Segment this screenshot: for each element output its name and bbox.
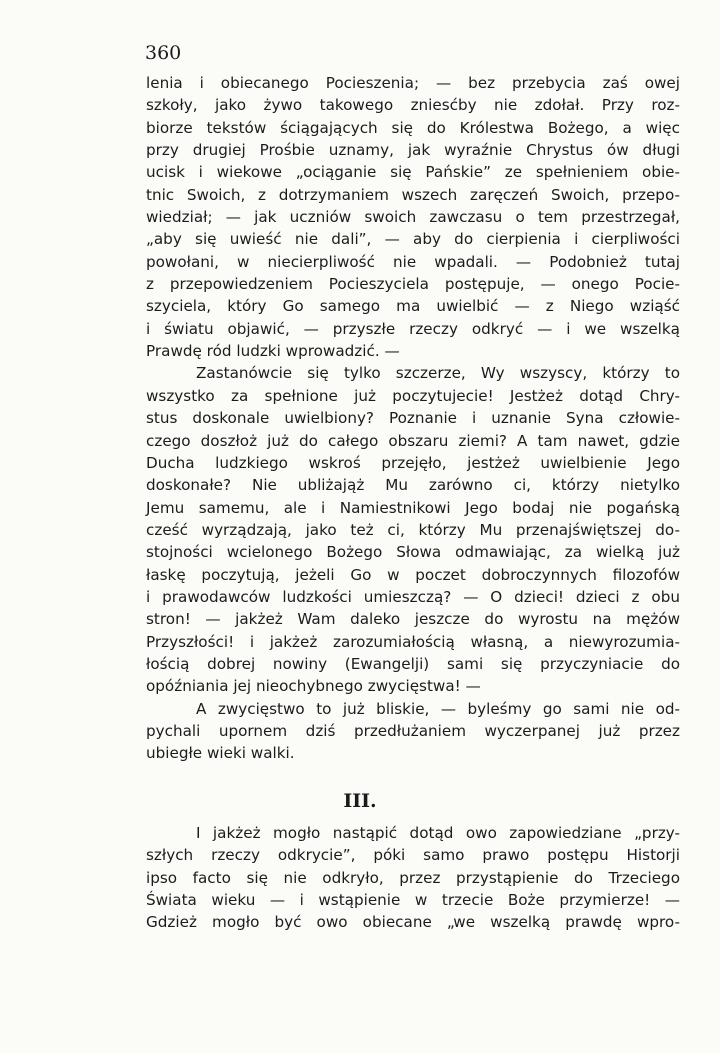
body-text-upper — [146, 72, 680, 765]
text-line: tnic Swoich, z dotrzymaniem wszech zaręczeń Swoich, przepo- — [146, 185, 680, 204]
text-line: stron! — jakżeż Wam daleko jeszcze do wyrostu na mężów — [146, 610, 680, 629]
paragraph — [146, 362, 680, 697]
text-line: Świata wieku — i wstąpienie w trzecie Boże przymierze! — — [146, 891, 680, 910]
paragraph — [146, 698, 680, 765]
text-line: przy drugiej Prośbie uznamy, jak wyraźnie Chrystus ów długi — [146, 141, 680, 160]
text-line: Prawdę ród ludzki wprowadzić. — — [146, 342, 400, 361]
text-line: i światu objawić, — przyszłe rzeczy odkryć — i we wszelką — [146, 319, 680, 338]
text-line: opóźniania jej nieochybnego zwycięstwa! — — [146, 677, 481, 696]
text-line: ucisk i wiekowe „ociąganie się Pańskie” ze spełnieniem obie- — [146, 163, 680, 182]
page-number: 360 — [145, 42, 182, 64]
text-line: stojności wcielonego Bożego Słowa odmawiając, za wielką już — [146, 543, 680, 562]
text-line: Gdzież mogło być owo obiecane „we wszelką prawdę wpro- — [146, 913, 680, 932]
text-line: pychali upornem dziś przedłużaniem wyczerpanej już przez — [146, 721, 680, 740]
text-line: stus doskonale uwielbiony? Poznanie i uznanie Syna człowie- — [146, 409, 680, 428]
text-line: biorze tekstów ściągających się do Królestwa Bożego, a więc — [146, 118, 680, 137]
text-line: „aby się uwieść nie dali”, — aby do cierpienia i cierpliwości — [146, 230, 680, 249]
text-line: i prawodawców ludzkości umieszczą? — O dzieci! dzieci z obu — [146, 587, 680, 606]
text-line: szkoły, jako żywo takowego zniesćby nie zdołał. Przy roz- — [146, 96, 680, 115]
text-line: ubiegłe wieki walki. — [146, 744, 295, 763]
text-line: łaskę poczytują, jeżeli Go w poczet dobroczynnych filozofów — [146, 565, 680, 584]
text-line: czego doszłoż już do całego obszaru ziemi? A tam nawet, gdzie — [146, 431, 680, 450]
text-line: ipso facto się nie odkryło, przez przystąpienie do Trzeciego — [146, 868, 680, 887]
paragraph — [146, 72, 680, 362]
text-line: powołani, w niecierpliwość nie wpadali. — Podobnież tutaj — [146, 252, 680, 271]
text-line: łością dobrej nowiny (Ewangelji) sami się przyczyniacie do — [146, 654, 680, 673]
text-line: szłych rzeczy odkrycie”, póki samo prawo postępu Historji — [146, 846, 680, 865]
text-line: I jakżeż mogło nastąpić dotąd owo zapowiedziane „przy- — [196, 824, 680, 842]
text-line: wiedział; — jak uczniów swoich zawczasu o tem przestrzegał, — [146, 208, 680, 227]
paragraph — [146, 822, 680, 934]
text-line: lenia i obiecanego Pocieszenia; — bez przebycia zaś owej — [146, 74, 680, 92]
text-line: cześć wyrządzają, jako też ci, którzy Mu przenajświętszej do- — [146, 520, 680, 539]
text-line: A zwycięstwo to już bliskie, — byleśmy go sami nie od- — [196, 699, 680, 718]
text-line: szyciela, który Go samego ma uwielbić — z Niego wziąść — [146, 297, 680, 316]
text-line: Jemu samemu, ale i Namiestnikowi Jego bodaj nie pogańską — [146, 498, 680, 517]
section-heading: III. — [343, 790, 377, 812]
text-line: Przyszłości! i jakżeż zarozumiałością własną, a niewyrozumia- — [146, 632, 680, 651]
text-line: Zastanówcie się tylko szczerze, Wy wszyscy, którzy to — [196, 364, 680, 383]
text-line: z przepowiedzeniem Pocieszyciela postępuje, — onego Pocie- — [146, 275, 680, 294]
text-line: wszystko za spełnione już poczytujecie! Jestżeż dotąd Chry- — [146, 386, 680, 405]
text-line: Ducha ludzkiego wskroś przejęło, jestżeż uwielbienie Jego — [146, 453, 680, 472]
text-line: doskonałe? Nie ubliżająż Mu zarówno ci, którzy nietylko — [146, 476, 680, 495]
body-text-lower — [146, 822, 680, 934]
